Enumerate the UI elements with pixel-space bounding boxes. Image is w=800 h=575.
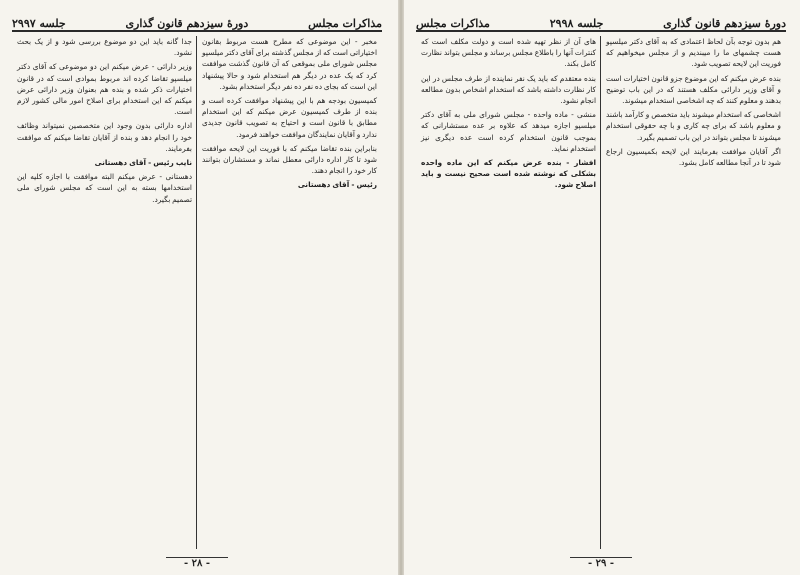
left-page-columns (12, 36, 382, 549)
paragraph: منشی - ماده واحده - مجلس شورای ملی به آقای دکتر میلسپو اجازه میدهد که علاوه بر عده مستشارانی که بموجب قانون استخدام کرده است عده دیگری نیز استخدام نماید. (421, 110, 596, 153)
right-header-journal: مذاکرات مجلس (416, 17, 490, 30)
paragraph: های آن از نظر تهیه شده است و دولت مکلف است که کنترات آنها را باطلاع مجلس برساند و مجلس بتواند نظارت کامل بکند. (421, 37, 596, 69)
paragraph: کمیسیون بودجه هم با این پیشنهاد موافقت کرده است و بنده از طرف کمیسیون عرض میکنم که این استخدام مطابق با قانون است و احتیاج به تصویب قانون جدیدی ندارد و آقایان نمایندگان موافقت خواهند فرمود. (202, 96, 377, 139)
paragraph: اشخاصی که استخدام میشوند باید متخصص و کارآمد باشند و معلوم باشد که برای چه کاری و با چه حقوقی استخدام میشوند تا مجلس بتواند در این باب تصمیم بگیرد. (606, 110, 781, 142)
right-page-columns (416, 36, 786, 549)
paragraph: بنابراین بنده تقاضا میکنم که با فوریت این لایحه موافقت شود تا کار اداره دارائی معطل نماند و مستشاران بتوانند کار خود را انجام دهند. (202, 143, 377, 176)
paragraph: نایب رئیس - آقای دهستانی (94, 158, 192, 168)
right-page-number: - ۲۹ - (404, 558, 798, 569)
right-page-column-left (416, 36, 601, 549)
paragraph: اداره دارائی بدون وجود این متخصصین نمیتواند وظائف خود را انجام دهد و بنده از آقایان تقاضا میکنم که موافقت بفرمایند. (17, 121, 192, 153)
paragraph: بنده معتقدم که باید یک نفر نماینده از طرف مجلس در این کار نظارت داشته باشد که استخدام اشخاص بدون مطالعه انجام نشود. (421, 73, 596, 106)
left-header-title: دورهٔ سیزدهم قانون گذاری (125, 17, 249, 30)
left-page (0, 0, 394, 575)
paragraph: افشار - بنده عرض میکنم که این ماده واحده بشکلی که نوشته شده است صحیح نیست و باید اصلاح شود. (421, 158, 596, 190)
paragraph: هم بدون توجه بآن لحاظ اعتمادی که به آقای دکتر میلسپو هست چشمهای ما را میبندیم و از مجلس میخواهیم که فوریت این لایحه تصویب شود. (606, 37, 781, 69)
left-header-journal: مذاکرات مجلس (308, 17, 382, 30)
paragraph: مخبر - این موضوعی که مطرح هست مربوط بقانون اختیاراتی است که از مجلس گذشته برای آقای دکتر میلسپو مجلس شورای ملی بموقعی که آن قانون گذشت موافقت کرد که یک عده در دیگر هم استخدام شود و حالا پیشنهاد این است که بجای ده نفر ده نفر دیگر استخدام بشود. (202, 37, 377, 91)
paragraph: دهستانی - عرض میکنم البته موافقت با اجازه کلیه این استخدامها بسته به این است که مجلس شورای ملی تصمیم بگیرد. (17, 172, 192, 204)
right-page-header (416, 8, 786, 32)
paragraph: رئیس - آقای دهستانی (297, 180, 377, 190)
left-page-column-left (12, 36, 197, 549)
paragraph: جدا گانه باید این دو موضوع بررسی شود و از یک بحث نشود. (17, 37, 192, 58)
left-header-session: جلسه ۲۹۹۷ (12, 17, 66, 30)
left-page-column-right (197, 36, 382, 549)
left-page-header (12, 8, 382, 32)
right-page-column-right (601, 36, 786, 549)
right-page (404, 0, 798, 575)
paragraph: وزیر دارائی - عرض میکنم این دو موضوعی که آقای دکتر میلسپو تقاضا کرده اند مربوط بموادی است که در قانون اختیارات ذکر شده و بنده هم بعنوان وزیر دارائی عرض میکنم که این استخدام برای اصلاح امور مالی کشور لازم است. (17, 62, 192, 117)
right-header-session: جلسه ۲۹۹۸ (549, 17, 604, 30)
right-header-title: دورهٔ سیزدهم قانون گذاری (663, 17, 786, 30)
paragraph: بنده عرض میکنم که این موضوع جزو قانون اختیارات است و آقای وزیر دارائی مکلف هستند که در این باب توضیح بدهند و معلوم کنند که چه اشخاصی استخدام میشوند. (606, 73, 781, 106)
paragraph: اگر آقایان موافقت بفرمایند این لایحه بکمیسیون ارجاع شود تا در آنجا مطالعه کامل بشود. (606, 146, 781, 168)
left-page-number: - ۲۸ - (0, 558, 394, 569)
